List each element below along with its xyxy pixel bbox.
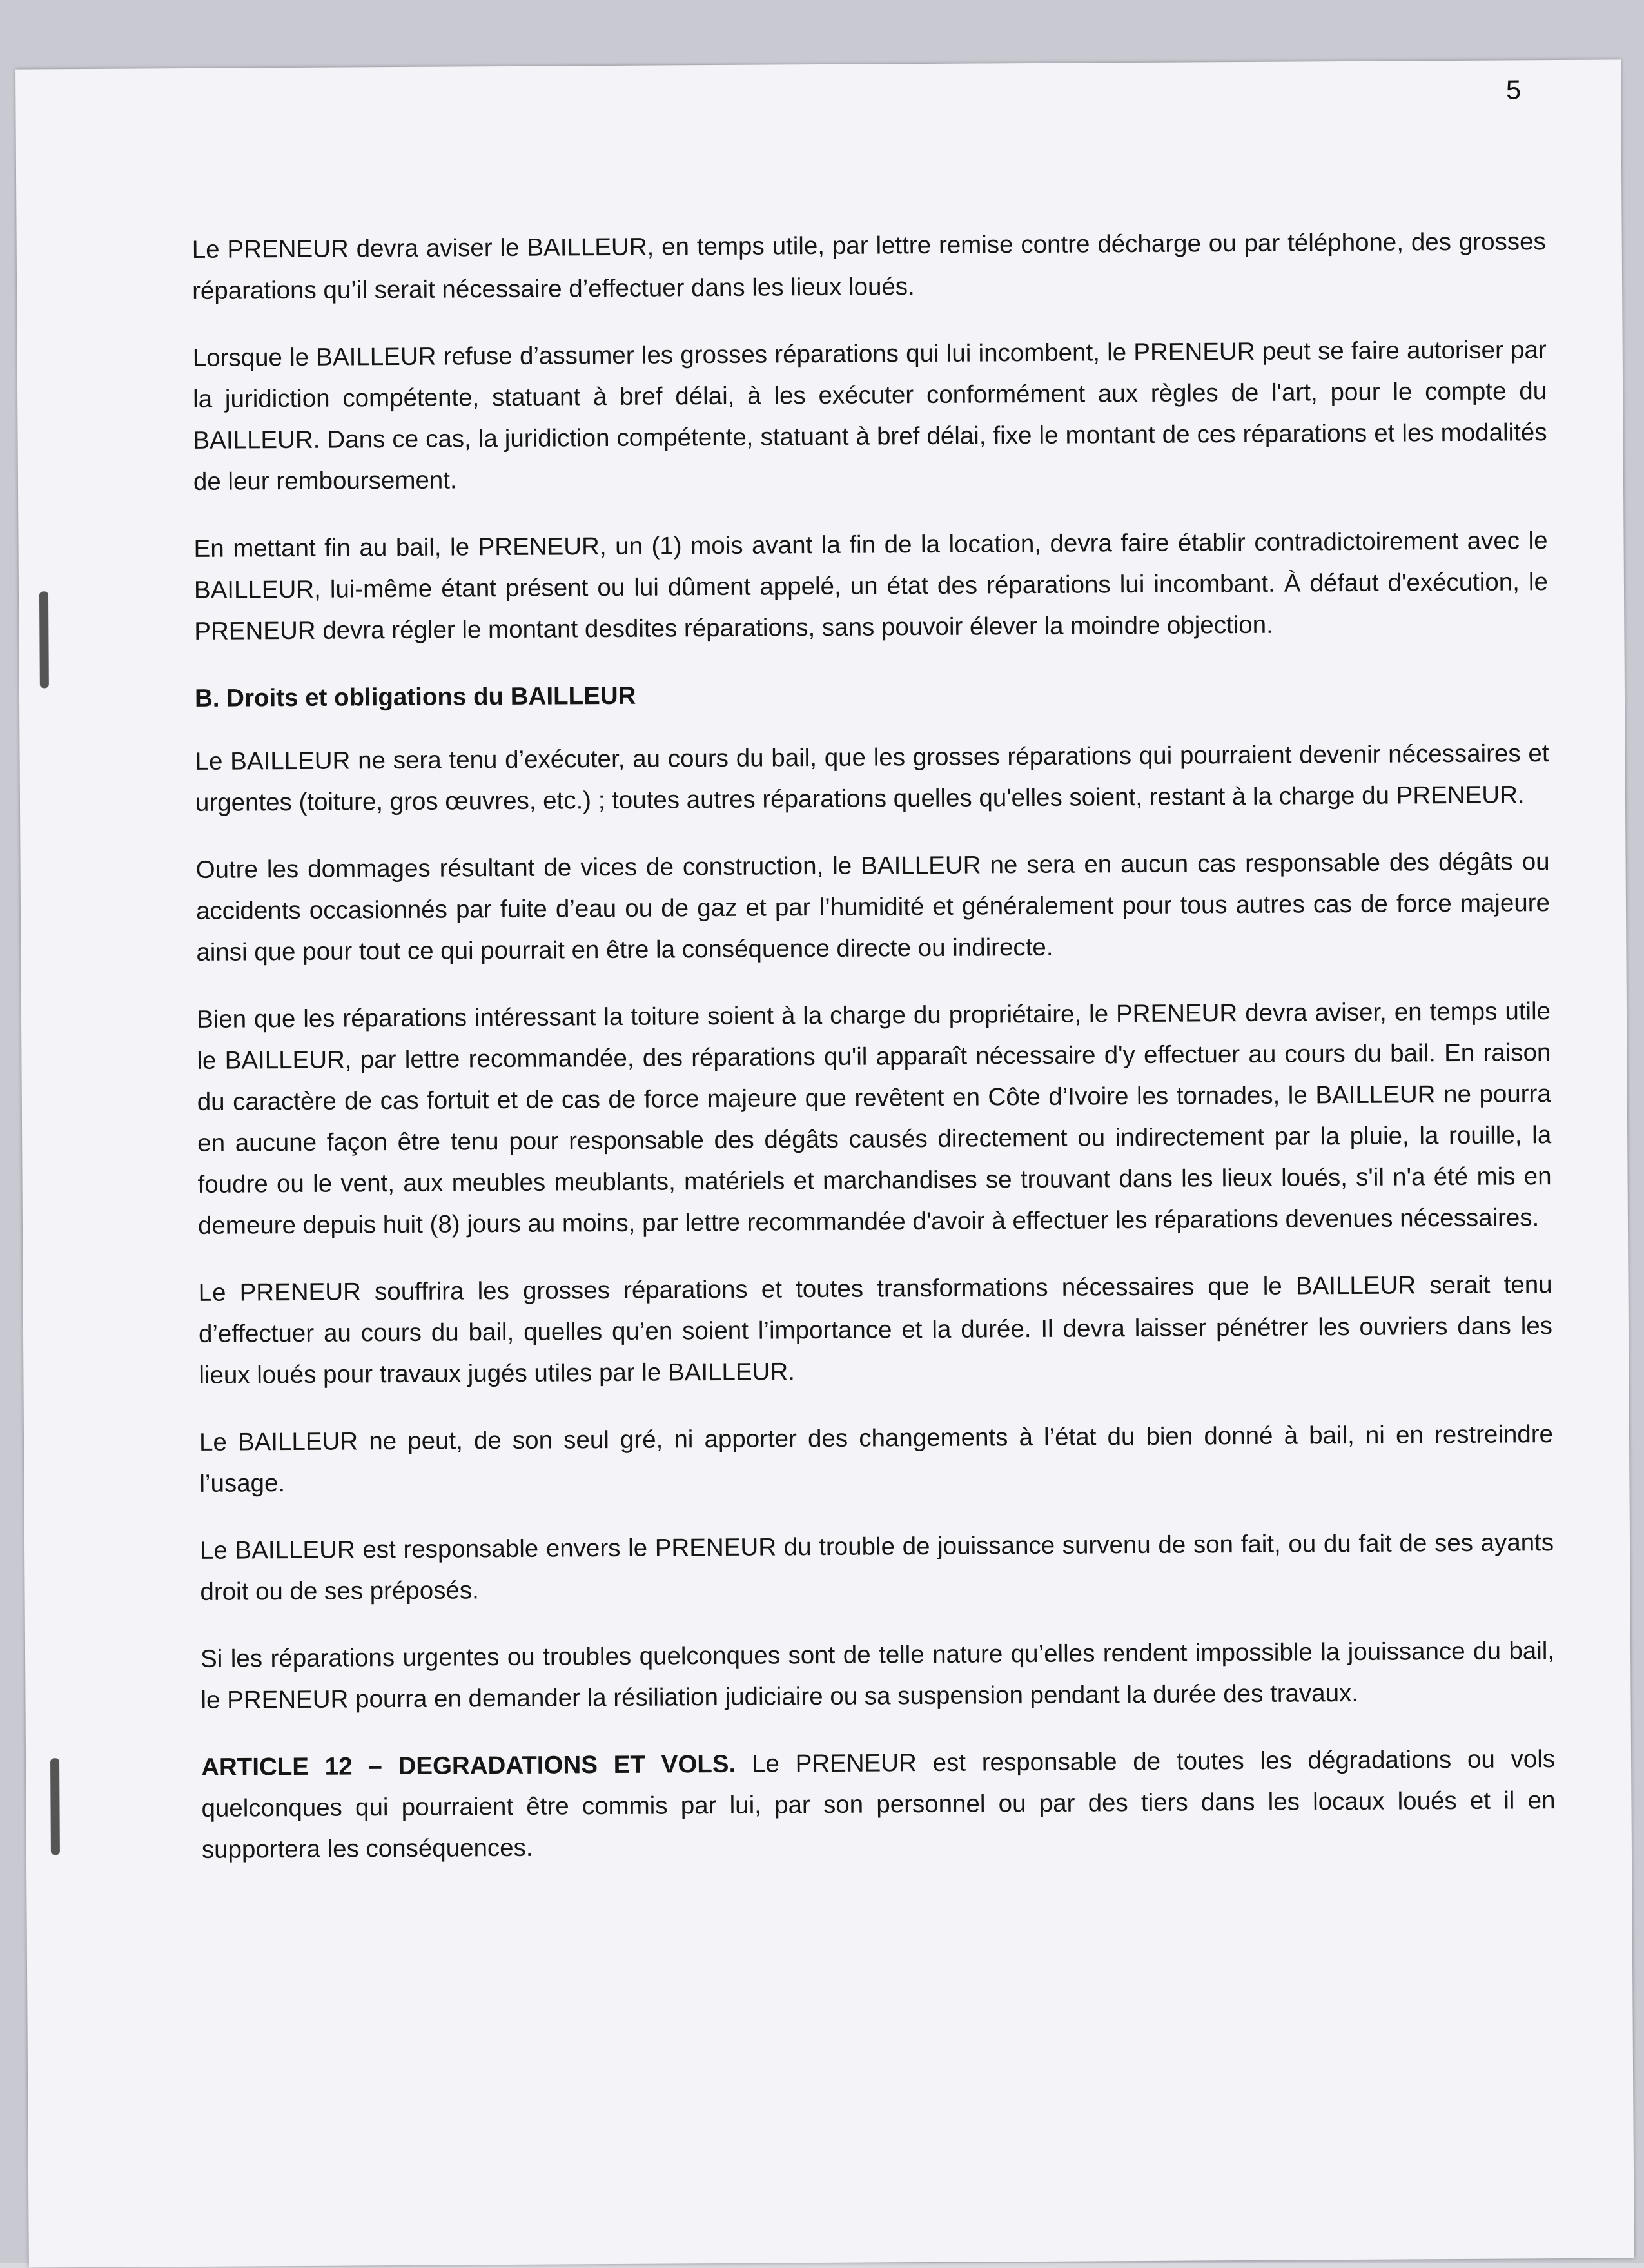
staple-mark <box>39 591 49 688</box>
paragraph-landlord-major-repairs: Le BAILLEUR ne sera tenu d’exécuter, au cours du bail, que les grosses réparations qui pourraient devenir nécessaires et urgentes (toiture, gros œuvres, etc.) ; toutes autres réparations quelles qu'elles soient, restant à la charge du PRENEUR. <box>195 739 1549 817</box>
paragraph-transformations: Le PRENEUR souffrira les grosses réparations et toutes transformations nécessaires que le BAILLEUR serait tenu d’effectuer au cours du bail, quelles qu’en soient l’importance et la durée. Il devra laisser pénétrer les ouvriers dans les lieux loués pour travaux jugés utiles par le BAILLEUR. <box>198 1271 1553 1389</box>
staple-mark <box>50 1758 60 1855</box>
paragraph-end-of-lease: En mettant fin au bail, le PRENEUR, un (1) mois avant la fin de la location, devra faire établir contradictoirement avec le BAILLEUR, lui-même étant présent ou lui dûment appelé, un état des réparations lui incombant. À défaut d'exécution, le PRENEUR devra régler le montant desdites réparations, sans pouvoir élever la moindre objection. <box>193 527 1549 645</box>
article-12 <box>201 1739 1556 1871</box>
paragraph-no-changes: Le BAILLEUR ne peut, de son seul gré, ni apporter des changements à l’état du bien donné à bail, ni en restreindre l’usage. <box>199 1420 1554 1498</box>
paragraph-urgent-repairs: Si les réparations urgentes ou troubles quelconques sont de telle nature qu’elles rendent impossible la jouissance du bail, le PRENEUR pourra en demander la résiliation judiciaire ou sa suspension pendant la durée des travaux. <box>200 1637 1555 1714</box>
article-12-title: ARTICLE 12 – DEGRADATIONS ET VOLS. <box>201 1750 752 1781</box>
document-body <box>192 221 1556 1897</box>
document-page <box>15 59 1634 2267</box>
paragraph-roof-repairs: Bien que les réparations intéressant la toiture soient à la charge du propriétaire, le PRENEUR devra aviser, en temps utile le BAILLEUR, par lettre recommandée, des réparations qu'il apparaît nécessaire d'y effectuer au cours du bail. En raison du caractère de cas fortuit et de cas de force majeure que revêtent en Côte d’Ivoire les tornades, le BAILLEUR ne pourra en aucune façon être tenu pour responsable des dégâts causés directement ou indirectement par la pluie, la rouille, la foudre ou le vent, aux meubles meublants, matériels et marchandises se trouvant dans les lieux loués, s'il n'a été mis en demeure depuis huit (8) jours au moins, par lettre recommandée d'avoir à effectuer les réparations devenues nécessaires. <box>196 997 1552 1240</box>
paragraph-damages-exclusion: Outre les dommages résultant de vices de construction, le BAILLEUR ne sera en aucun cas responsable des dégâts ou accidents occasionnés par fuite d’eau ou de gaz et par l’humidité et généralement pour tous autres cas de force majeure ainsi que pour tout ce qui pourrait en être la conséquence directe ou indirecte. <box>195 848 1551 966</box>
section-heading-landlord-rights: B. Droits et obligations du BAILLEUR <box>194 681 636 712</box>
paragraph-notice-repairs: Le PRENEUR devra aviser le BAILLEUR, en temps utile, par lettre remise contre décharge ou par téléphone, des grosses réparations qu’il serait nécessaire d’effectuer dans les lieux loués. <box>191 228 1546 305</box>
page-number: 5 <box>1505 74 1522 105</box>
article-12-text: Le PRENEUR est responsable de toutes les dégradations ou vols quelconques qui pourraient être commis par lui, par son personnel ou par des tiers dans les locaux loués et il en supportera les conséquences. <box>201 1745 1556 1864</box>
paragraph-court-authorization: Lorsque le BAILLEUR refuse d’assumer les grosses réparations qui lui incombent, le PRENEUR peut se faire autoriser par la juridiction compétente, statuant à bref délai, à les exécuter conformément aux règles de l'art, pour le compte du BAILLEUR. Dans ce cas, la juridiction compétente, statuant à bref délai, fixe le montant de ces réparations et les modalités de leur remboursement. <box>192 336 1547 496</box>
paragraph-landlord-responsibility: Le BAILLEUR est responsable envers le PRENEUR du trouble de jouissance survenu de son fait, ou du fait de ses ayants droit ou de ses préposés. <box>199 1529 1554 1606</box>
